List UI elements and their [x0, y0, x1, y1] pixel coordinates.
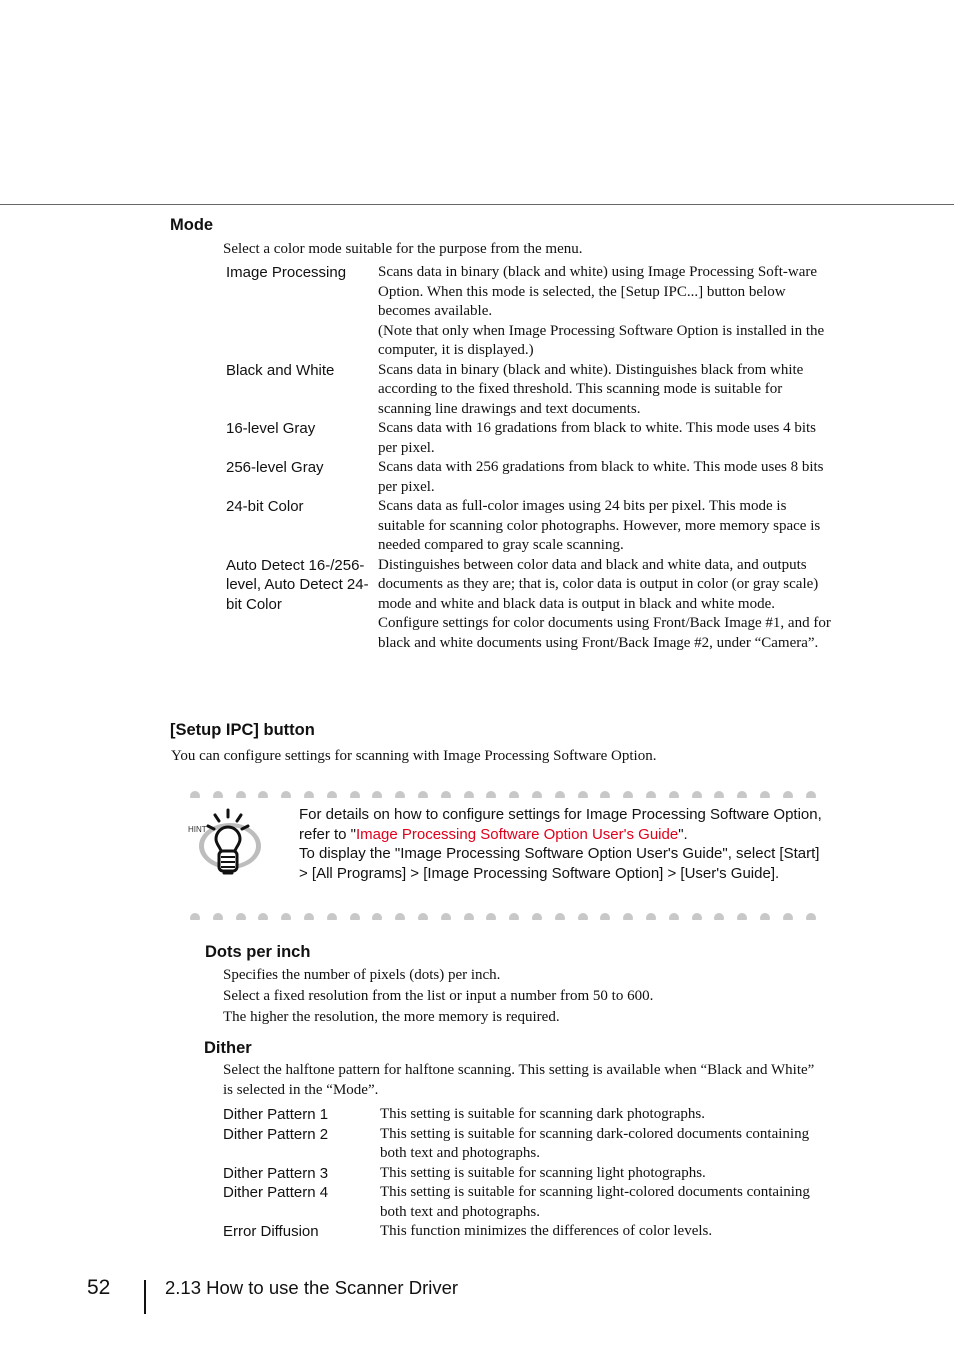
mode-desc-note: Configure settings for color documents using Front/Back Image #1, and for black and white documents using Front/Back Image #2, under “Camera”.: [378, 615, 831, 651]
hint-line-1-end: ".: [678, 825, 688, 843]
dither-term: Error Diffusion: [223, 1223, 319, 1240]
dither-table: [223, 1105, 838, 1242]
mode-row: [226, 497, 836, 556]
mode-row: [226, 361, 836, 420]
mode-term: Black and White: [226, 361, 335, 379]
mode-intro: Select a color mode suitable for the purpose from the menu.: [223, 241, 583, 257]
hint-top-divider: [190, 788, 838, 798]
dither-intro: Select the halftone pattern for halftone scanning. This setting is available when “Black and White” is selected in the “Mode”.: [223, 1062, 815, 1098]
hint-bottom-divider: [190, 910, 838, 920]
dither-row: [223, 1222, 838, 1242]
mode-row: [226, 458, 836, 497]
mode-desc: Scans data with 256 gradations from black to white. This mode uses 8 bits per pixel.: [378, 459, 824, 495]
dpi-line: Specifies the number of pixels (dots) per inch.: [223, 967, 501, 983]
setup-ipc-text: You can configure settings for scanning with Image Processing Software Option.: [171, 748, 657, 764]
user-guide-link[interactable]: Image Processing Software Option User's Guide: [356, 825, 679, 843]
hint-line-1: [299, 805, 829, 844]
footer-section-title: 2.13 How to use the Scanner Driver: [165, 1277, 459, 1298]
mode-row: [226, 556, 836, 654]
mode-term: 24-bit Color: [226, 498, 304, 515]
mode-row: [226, 263, 836, 361]
dither-term: Dither Pattern 4: [223, 1184, 329, 1201]
mode-desc-note: (Note that only when Image Processing Software Option is installed in the computer, it is displayed.): [378, 322, 825, 358]
dither-term: Dither Pattern 3: [223, 1164, 329, 1182]
dither-desc: This setting is suitable for scanning dark-colored documents containing both text and photographs.: [380, 1125, 810, 1161]
mode-desc: [378, 556, 836, 654]
mode-row: [226, 419, 836, 458]
setup-ipc-heading: [Setup IPC] button: [170, 721, 315, 739]
mode-desc: Scans data as full-color images using 24 bits per pixel. This mode is suitable for scanning color photographs. However, more memory space is needed compared to gray scale scanning.: [378, 498, 821, 553]
dpi-line: The higher the resolution, the more memory is required.: [223, 1009, 560, 1025]
mode-term: Image Processing: [226, 264, 347, 281]
mode-desc-text: Scans data in binary (black and white) using Image Processing Soft-ware Option. When this mode is selected, the [Setup IPC...] button below becomes available.: [378, 264, 818, 319]
dither-term: Dither Pattern 2: [223, 1125, 329, 1143]
mode-term: 256-level Gray: [226, 459, 324, 476]
lightbulb-icon: [186, 806, 266, 880]
mode-desc-text: Distinguishes between color data and black and white data, and outputs documents as they are; that is, color data is output in color (or gray scale) mode and white and black data is output in black and white mode.: [378, 556, 819, 612]
mode-desc: Scans data in binary (black and white). Distinguishes black from white according to the fixed threshold. This scanning mode is suitable for scanning line drawings and text documents.: [378, 361, 804, 417]
dither-row: [223, 1105, 838, 1125]
hint-label: HINT: [188, 825, 207, 834]
dither-row: [223, 1183, 838, 1222]
mode-term: 16-level Gray: [226, 420, 316, 437]
hint-text: [299, 805, 829, 883]
header-rule: [0, 204, 954, 205]
dpi-line: Select a fixed resolution from the list or input a number from 50 to 600.: [223, 988, 654, 1004]
footer-divider: [144, 1280, 146, 1314]
dpi-heading: Dots per inch: [205, 943, 311, 961]
dither-row: [223, 1164, 838, 1184]
mode-table: [226, 263, 836, 653]
dither-desc: This setting is suitable for scanning light-colored documents containing both text and photographs.: [380, 1184, 810, 1220]
dither-desc: This setting is suitable for scanning dark photographs.: [380, 1106, 705, 1122]
hint-line-2: To display the "Image Processing Software Option User's Guide", select [Start] > [All Programs] > [Image Processing Software Option] > [User's Guide].: [299, 845, 820, 882]
mode-desc: Scans data with 16 gradations from black to white. This mode uses 4 bits per pixel.: [378, 420, 816, 456]
hint-icon: [186, 806, 266, 880]
dither-desc: This function minimizes the differences of color levels.: [380, 1223, 713, 1239]
mode-heading: Mode: [170, 216, 214, 234]
page-number: 52: [87, 1276, 111, 1299]
dither-heading: Dither: [204, 1039, 252, 1057]
dither-term: Dither Pattern 1: [223, 1106, 329, 1123]
mode-desc: [378, 263, 836, 361]
dither-desc: This setting is suitable for scanning light photographs.: [380, 1164, 706, 1181]
hint-line-1-start: For details on how to configure settings for Image Processing Software Option, refer to ": [299, 806, 822, 843]
mode-term: Auto Detect 16-/256-level, Auto Detect 24-bit Color: [226, 556, 369, 613]
dither-row: [223, 1125, 838, 1164]
